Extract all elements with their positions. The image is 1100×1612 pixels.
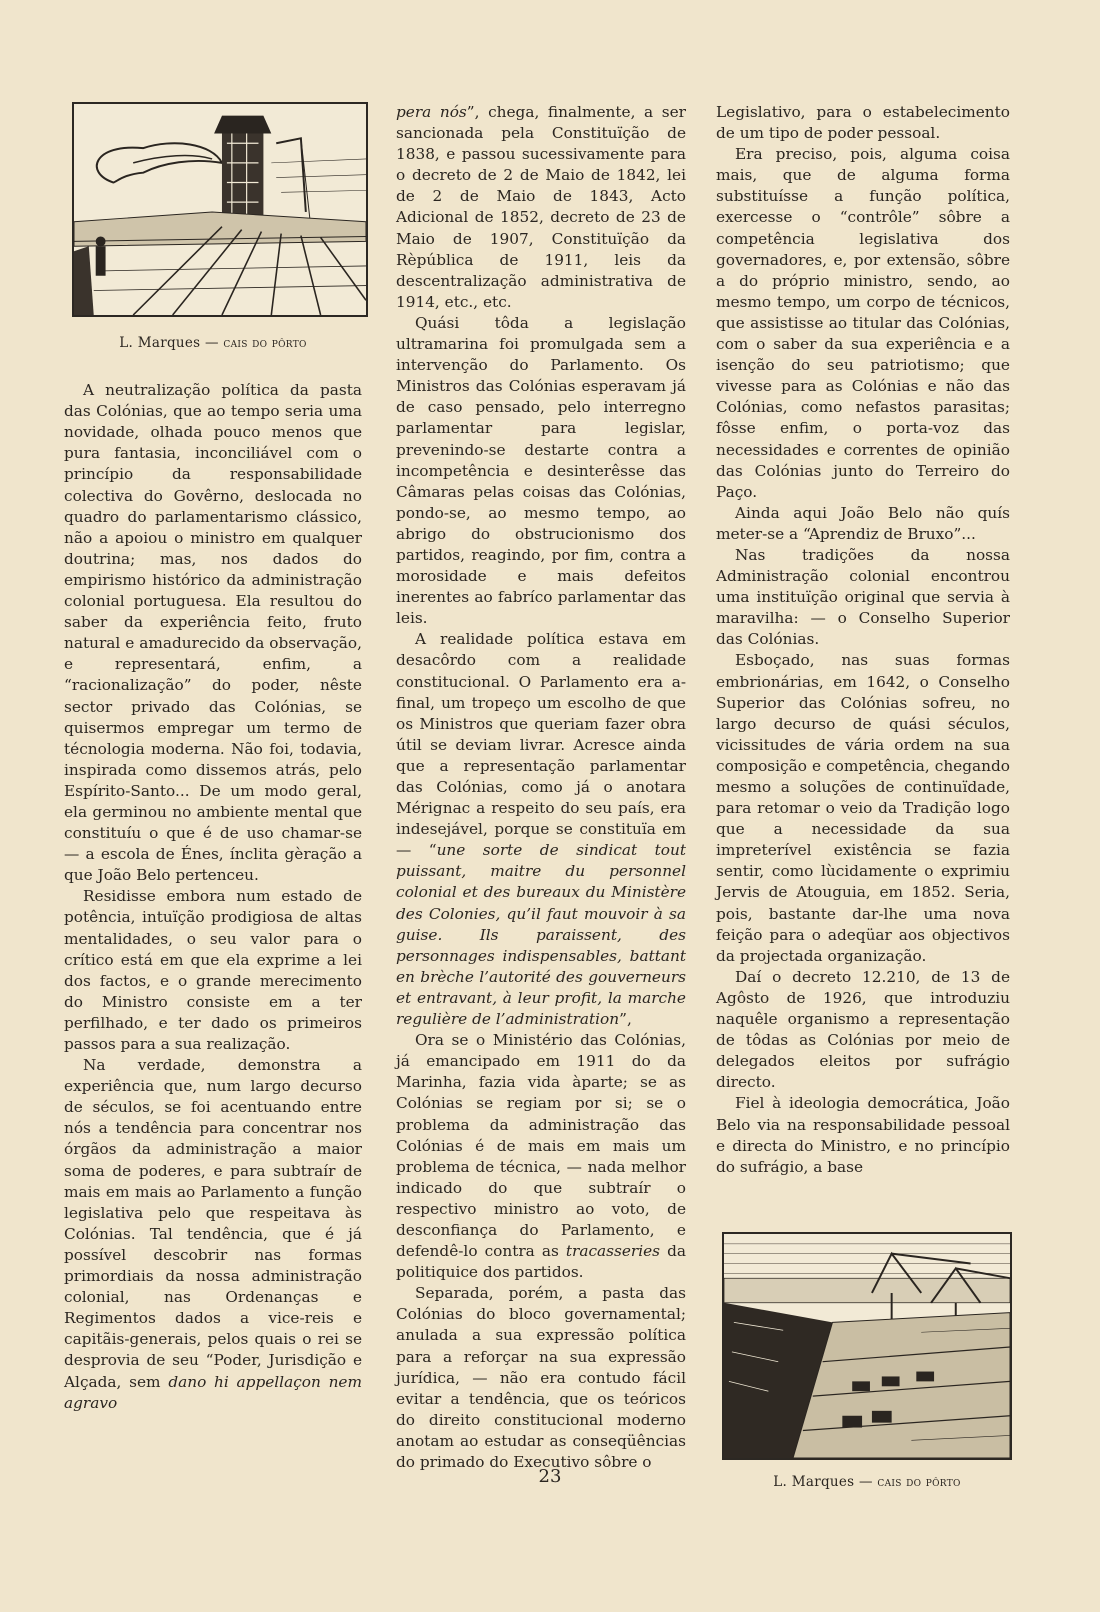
paragraph: Daí o decreto 12.210, de 13 de Agôsto de 1926, que introduziu naquêle organismo a representação de tôdas as Colónias por meio de delegados eleitos por sufrágio directo. — [716, 967, 1010, 1092]
paragraph — [64, 1055, 362, 1414]
paragraph — [396, 102, 686, 313]
column-3 — [716, 102, 1010, 1178]
caption-title: cais do pôrto — [223, 336, 307, 351]
italic-phrase: dano hi appellaçon nem agravo — [64, 1372, 362, 1412]
italic-phrase: pera nós — [396, 103, 467, 121]
caption-author: L. Marques — [119, 335, 201, 351]
caption-dash: — — [200, 335, 224, 351]
paragraph: Nas tradições da nossa Administração colonial encontrou uma instituïção original que servia à maravilha: — o Conselho Superior das Colónias. — [716, 545, 1010, 649]
caption-title: cais do pôrto — [877, 1475, 961, 1490]
french-quote: une sorte de sindicat tout puissant, maitre du personnel colonial et des bureaux du Ministère des Colonies, qu’il faut mouvoir à sa guise. Ils paraissent, des personnages indispensables, battant en brèche l’autorité des gouverneurs et entravant, à leur profit, la marche regulière de l’administration — [396, 841, 687, 1029]
italic-word: tracasseries — [565, 1242, 661, 1261]
paragraph: Ainda aqui João Belo não quís meter-se a “Aprendiz de Bruxo”... — [716, 503, 1010, 543]
quote-close: ”, — [619, 1010, 632, 1029]
page-number: 23 — [538, 1466, 562, 1487]
paragraph — [396, 629, 686, 1030]
paragraph: Esboçado, nas suas formas embrionárias, em 1642, o Conselho Superior das Colónias sofreu, no largo decurso de quási séculos, vicissitudes de vária ordem na sua composição e competência, chegando mesmo a soluções de continuïdade, para retomar o veio da Tradição logo que a necessidade da sua impreterível existência se fazia sentir, como lùcidamente o exprimiu Jervis de Atouguia, em 1852. Seria, pois, bastante dar-lhe uma nova feição para o adeqüar aos objectivos da projectada organização. — [716, 651, 1010, 965]
figure-bottom-right — [722, 1232, 1012, 1490]
figure-caption — [64, 333, 362, 354]
paragraph: A neutralização política da pasta das Colónias, que ao tempo seria uma novidade, olhada pouco menos que pura fantasia, inconciliável com o princípio da responsabilidade colectiva do Govêrno, deslocada no quadro do parlamentarismo clássico, não a apoiou o ministro em qualquer doutrina; mas, nos dados do empirismo histórico da administração colonial portuguesa. Ela resultou do saber da experiência feito, fruto natural e amadurecido da observação, e representará, enfim, a “racionalização” do poder, nêste sector privado das Colónias, se quisermos empregar um termo de técnologia moderna. Não foi, todavia, inspirada como dissemos atrás, pelo Espírito-Santo... De um modo geral, ela germinou no ambiente mental que constituíu o que é de uso chamar-se — a escola de Énes, ínclita gèração a que João Belo pertenceu. — [64, 381, 362, 885]
illustration-port-crane — [72, 102, 368, 317]
paragraph: Fiel à ideologia democrática, João Belo via na responsabilidade pessoal e directa do Ministro, e no princípio do sufrágio, a base — [716, 1094, 1010, 1176]
paragraph-text: da politiquice dos partidos. — [396, 1242, 686, 1282]
paragraph-text: A realidade política estava em desacôrdo com a realidade constitucional. O Parlamento era a-final, um tropeço um escolho de que os Ministros que queriam fazer obra útil se deviam livrar. Acresce ainda que a representação parlamentar das Colónias, como já o anotara Mérignac a respeito do seu país, era indesejável, porque se constituïa em — “ — [396, 630, 686, 860]
caption-dash: — — [854, 1474, 878, 1490]
paragraph: Separada, porém, a pasta das Colónias do bloco governamental; anulada a sua expressão política para a reforçar na sua expressão jurídica, — não era contudo fácil evitar a tendência, que os teóricos do direito constitucional moderno anotam ao estudar as conseqüências do primado do Executivo sôbre o — [396, 1284, 686, 1471]
paragraph-text: ”, chega, finalmente, a ser sancionada pela Constituïção de 1838, e passou sucessivamente para o decreto de 2 de Maio de 1842, lei de 2 de Maio de 1843, Acto Adicional de 1852, decreto de 23 de Maio de 1907, Constituïção da Rèpública de 1911, leis da descentralização administrativa de 1914, etc., etc. — [396, 103, 686, 311]
paragraph-text: Ora se o Ministério das Colónias, já emancipado em 1911 do da Marinha, fazia vida àparte; se as Colónias se regiam por si; se o problema da administração das Colónias é de mais em mais um problema de técnica, — nada melhor indicado do que subtraír o respectivo ministro ao voto, de desconfiança do Parlamento, e defendê-lo contra as — [396, 1031, 686, 1261]
column-2 — [396, 102, 686, 1473]
paragraph: Residisse embora num estado de potência, intuïção prodigiosa de altas mentalidades, o seu valor para o crítico está em que ela exprime a lei dos factos, e o grande merecimento do Ministro consiste em a ter perfilhado, e ter dado os primeiros passos para a sua realização. — [64, 887, 362, 1053]
paragraph-text: Na verdade, demonstra a experiência que, num largo decurso de séculos, se foi acentuando entre nós a tendência para concentrar nos órgãos da administração a maior soma de poderes, e para subtraír de mais em mais ao Parlamento a função legislativa pelo que respeitava às Colónias. Tal tendência, que é já possível descobrir nas formas primordiais da nossa administração colonial, nas Ordenanças e Regimentos dados a vice-reis e capitãis-generais, pelos quais o rei se desprovia de seu “Poder, Jurisdição e Alçada, sem — [64, 1056, 362, 1391]
paragraph — [396, 1030, 686, 1283]
figure-top-left — [64, 102, 362, 354]
paragraph: Era preciso, pois, alguma coisa mais, que de alguma forma substituísse a função política, exercesse o “contrôle” sôbre a competência legislativa dos governadores, e, por extensão, sôbre a do próprio ministro, sendo, ao mesmo tempo, um corpo de técnicos, que assistisse ao titular das Colónias, com o saber da sua experiência e a isenção do seu patriotismo; que vivesse para as Colónias e não das Colónias, como nefastos parasitas; fôsse enfim, o porta-voz das necessidades e correntes de opinião das Colónias junto do Terreiro do Paço. — [716, 145, 1010, 501]
illustration-port-cranes — [722, 1232, 1012, 1460]
paragraph: Quási tôda a legislação ultramarina foi promulgada sem a intervenção do Parlamento. Os Ministros das Colónias esperavam já de caso pensado, pelo interregno parlamentar para legislar, prevenindo-se destarte contra a incompetência e desinterêsse das Câmaras pelas coisas das Colónias, pondo-se, ao mesmo tempo, ao abrigo do obstrucionismo dos partidos, reagindo, por fim, contra a morosidade e mais defeitos inerentes ao fabríco parlamentar das leis. — [396, 313, 686, 628]
paragraph: Legislativo, para o estabelecimento de um tipo de poder pessoal. — [716, 103, 1010, 143]
caption-author: L. Marques — [773, 1474, 855, 1490]
column-1 — [64, 102, 362, 1414]
